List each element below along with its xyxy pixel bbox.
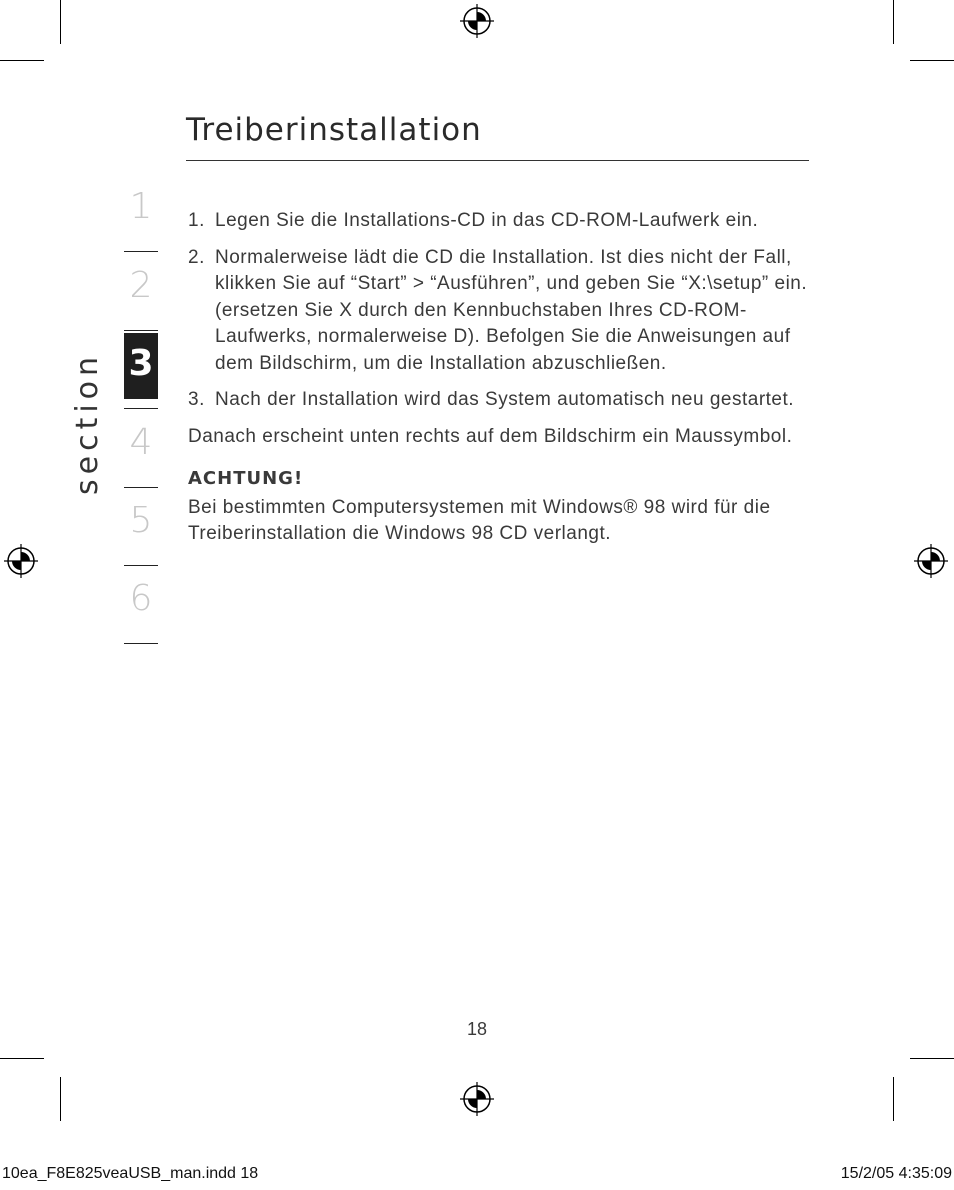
crop-mark: [893, 1077, 894, 1121]
section-number-2: 2: [124, 255, 158, 321]
crop-mark: [0, 60, 44, 61]
crop-mark: [60, 1077, 61, 1121]
crop-mark: [910, 60, 954, 61]
warning-title: ACHTUNG!: [188, 468, 304, 489]
registration-mark-icon: [4, 544, 38, 578]
registration-mark-icon: [460, 1082, 494, 1116]
warning-text: Bei bestimmten Computersystemen mit Windows® 98 wird für die Treiberinstallation die Windows 98 CD verlangt.: [188, 496, 771, 544]
registration-mark-icon: [914, 544, 948, 578]
step-number: 2.: [188, 246, 205, 268]
crop-mark: [893, 0, 894, 44]
crop-mark: [0, 1058, 44, 1059]
step-number: 1.: [188, 210, 205, 231]
section-number-6: 6: [124, 568, 158, 634]
step-text: Normalerweise lädt die CD die Installation. Ist dies nicht der Fall, klikken Sie auf “Start” > “Ausführen”, und geben Sie “X:\setup” ein.(ersetzen Sie X durch den Kennbuchstaben Ihres CD-ROM-Laufwerks, normalerweise D). Befolgen Sie die Anweisungen auf dem Bildschirm, um die Installation abzuschließen.: [215, 246, 808, 374]
step-text: Legen Sie die Installations-CD in das CD-ROM-Laufwerk ein.: [215, 210, 759, 231]
section-number-3-active: 3: [124, 333, 158, 399]
crop-mark: [910, 1058, 954, 1059]
section-number-4: 4: [124, 412, 158, 478]
main-content: [188, 208, 813, 558]
page-number: 18: [466, 1019, 488, 1039]
list-item: [188, 387, 813, 414]
title-rule: [186, 160, 809, 161]
page-title: Treiberinstallation: [186, 112, 482, 148]
list-item: [188, 245, 813, 378]
registration-mark-icon: [460, 4, 494, 38]
slug-timestamp: 15/2/05 4:35:09: [840, 1165, 952, 1182]
step-number: 3.: [188, 389, 205, 410]
list-item: [188, 208, 813, 235]
crop-mark: [60, 0, 61, 44]
slug-filename: 10ea_F8E825veaUSB_man.indd 18: [2, 1165, 259, 1182]
step-text: Nach der Installation wird das System automatisch neu gestartet.: [215, 389, 795, 410]
section-label: section: [70, 351, 105, 495]
section-number-1: 1: [124, 176, 158, 242]
installation-steps: [188, 208, 813, 414]
section-number-5: 5: [124, 490, 158, 556]
after-install-note: Danach erscheint unten rechts auf dem Bildschirm ein Maussymbol.: [188, 425, 793, 447]
